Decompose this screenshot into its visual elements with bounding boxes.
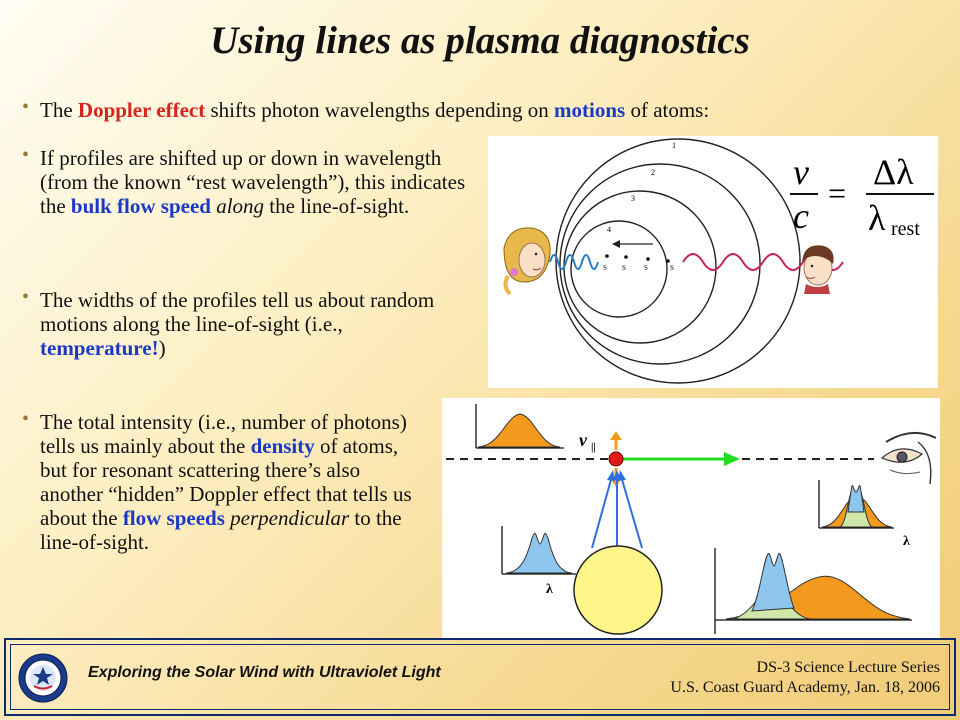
doppler-wavefront-svg [488, 136, 938, 388]
perpendicular-term: perpendicular [230, 506, 350, 530]
bullet-widths [22, 286, 470, 360]
bullet-text: shifts photon wavelengths depending on [205, 98, 555, 122]
observer-profile [819, 480, 894, 528]
equation-c: c [793, 196, 809, 236]
source-label: S [670, 264, 674, 272]
along-term: along [216, 194, 265, 218]
bullet-dot-icon: • [22, 96, 30, 118]
footer-location-date: U.S. Coast Guard Academy, Jan. 18, 2006 [670, 679, 940, 696]
temperature-term: temperature! [40, 336, 159, 360]
boy-listener-icon [802, 245, 834, 294]
source-label: S [644, 264, 648, 272]
eye-observer-icon [882, 433, 936, 484]
equation-delta-lambda: Δλ [873, 152, 914, 192]
bulk-flow-term: bulk flow speed [70, 194, 211, 218]
bullet-doppler [22, 96, 940, 122]
coast-guard-seal-icon [18, 653, 68, 703]
incoming-photon-ray [621, 476, 642, 548]
footer-bar [4, 638, 956, 716]
wavefront-circle-4 [571, 221, 667, 317]
incoming-photon-ray [592, 476, 612, 548]
bullet-text: The [40, 98, 78, 122]
circle-number-label: 1 [672, 141, 676, 150]
bullet-dot-icon: • [22, 286, 30, 308]
density-term: density [250, 434, 315, 458]
top-left-profile [476, 404, 564, 448]
equation-equals: = [828, 175, 847, 211]
bullet-text: ) [158, 336, 166, 360]
scattering-atom [609, 452, 623, 466]
oscillation-arrowhead-up [610, 431, 622, 440]
footer-series: DS-3 Science Lecture Series [756, 659, 940, 676]
lower-left-profile [502, 526, 576, 574]
source-dot [666, 259, 670, 263]
bullet-shift [22, 144, 470, 218]
sun-disk [574, 546, 662, 634]
resonant-scattering-svg [442, 398, 940, 638]
flow-speeds-term: flow speeds [122, 506, 225, 530]
v-parallel-label: v [579, 430, 587, 450]
bullet-dot-icon: • [22, 408, 30, 430]
source-dot [624, 255, 628, 259]
flow-velocity-arrowhead [724, 452, 740, 466]
doppler-effect-term: Doppler effect [77, 98, 206, 122]
doppler-wavefront-diagram [488, 136, 938, 388]
bullet-text: If profiles are shifted up or down in wavelength (from the known “rest wavelength”), this indicates the [40, 146, 466, 218]
wavefront-circle-3 [564, 191, 716, 343]
source-motion-arrowhead [612, 240, 620, 248]
source-dot [646, 257, 650, 261]
bullet-text: of atoms, but for resonant scattering there’s also another “hidden” Doppler effect that tells us about the [40, 434, 412, 530]
bullet-intensity [22, 408, 415, 554]
slide-title: Using lines as plasma diagnostics [210, 19, 750, 62]
circle-number-label: 4 [607, 225, 611, 234]
circle-number-label: 2 [651, 168, 655, 177]
source-dot [605, 254, 609, 258]
girl-listener-icon [504, 228, 550, 294]
footer-presentation-title: Exploring the Solar Wind with Ultraviolet Light [88, 664, 441, 681]
compressed-wave [550, 255, 598, 269]
bullet-dot-icon: • [22, 144, 30, 166]
lambda-axis-label: λ [546, 582, 553, 597]
bullet-text: The widths of the profiles tell us about random motions along the line-of-sight (i.e., [40, 288, 435, 336]
motions-term: motions [554, 98, 626, 122]
resonant-scattering-diagram [442, 398, 940, 638]
equation-v: v [793, 152, 809, 192]
bullet-text: the line-of-sight. [264, 194, 410, 218]
bullet-text: The total intensity (i.e., number of photons) tells us mainly about the [40, 410, 407, 458]
v-parallel-subscript: || [591, 441, 596, 453]
source-label: S [603, 264, 607, 272]
bullet-text: of atoms: [625, 98, 710, 122]
lower-right-profile [715, 548, 912, 634]
equation-rest-subscript: rest [891, 218, 920, 240]
lambda-axis-label: λ [903, 534, 910, 549]
ray-arrowhead [618, 470, 626, 481]
circle-number-label: 3 [631, 194, 635, 203]
footer-venue [670, 658, 940, 698]
bullet-text: to the line-of-sight. [40, 506, 402, 554]
equation-lambda: λ [868, 198, 886, 238]
source-label: S [622, 264, 626, 272]
